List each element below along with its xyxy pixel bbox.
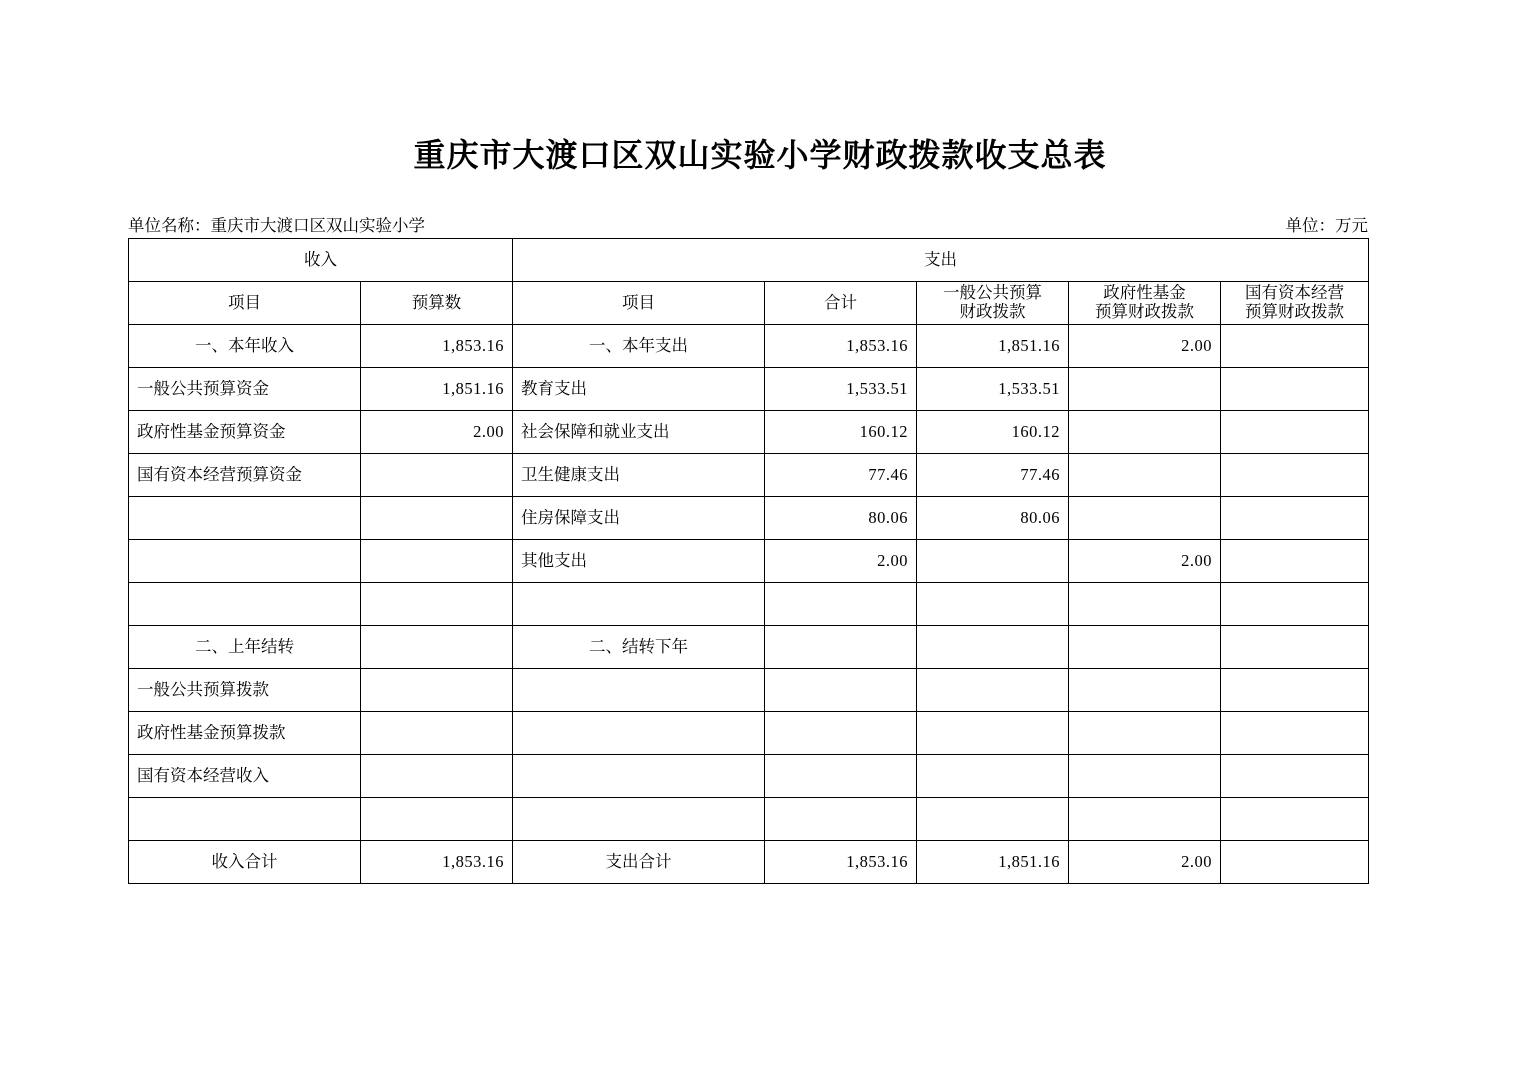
cell-exp-item xyxy=(513,712,765,755)
cell-exp-total: 77.46 xyxy=(765,454,917,497)
col-header-exp-stateowned-line1: 国有资本经营 xyxy=(1245,283,1344,303)
cell-exp-fund xyxy=(1069,626,1221,669)
cell-exp-fund xyxy=(1069,497,1221,540)
cell-exp-general xyxy=(917,626,1069,669)
table-total-row xyxy=(129,841,1369,884)
unit-name-label: 单位名称： xyxy=(128,216,211,235)
cell-exp-item xyxy=(513,583,765,626)
cell-exp-general xyxy=(917,712,1069,755)
cell-income-budget: 1,853.16 xyxy=(361,841,513,884)
cell-income-budget: 1,851.16 xyxy=(361,368,513,411)
cell-income-item: 国有资本经营预算资金 xyxy=(129,454,361,497)
col-header-exp-stateowned-line2: 预算财政拨款 xyxy=(1245,302,1344,321)
cell-income-budget xyxy=(361,583,513,626)
cell-exp-general: 1,851.16 xyxy=(917,841,1069,884)
cell-income-budget xyxy=(361,540,513,583)
cell-exp-stateowned xyxy=(1221,411,1369,454)
cell-income-budget: 1,853.16 xyxy=(361,325,513,368)
cell-income-budget xyxy=(361,497,513,540)
unit-measure: 单位：万元 xyxy=(1285,216,1368,235)
unit-name-value: 重庆市大渡口区双山实验小学 xyxy=(210,216,425,235)
cell-exp-total: 1,853.16 xyxy=(765,325,917,368)
cell-exp-stateowned xyxy=(1221,626,1369,669)
cell-exp-item: 教育支出 xyxy=(513,368,765,411)
budget-table xyxy=(128,238,1369,884)
cell-exp-fund xyxy=(1069,798,1221,841)
cell-exp-fund xyxy=(1069,583,1221,626)
cell-exp-total: 80.06 xyxy=(765,497,917,540)
cell-income-item: 政府性基金预算拨款 xyxy=(129,712,361,755)
cell-exp-item: 一、本年支出 xyxy=(513,325,765,368)
cell-income-item: 国有资本经营收入 xyxy=(129,755,361,798)
cell-exp-stateowned xyxy=(1221,669,1369,712)
col-header-exp-general-line1: 一般公共预算 xyxy=(943,283,1042,303)
col-header-exp-fund-line2: 预算财政拨款 xyxy=(1095,302,1194,321)
col-header-exp-fund-line1: 政府性基金 xyxy=(1103,283,1186,303)
table-row xyxy=(129,583,1369,626)
table-row xyxy=(129,411,1369,454)
cell-income-budget xyxy=(361,712,513,755)
cell-exp-total xyxy=(765,669,917,712)
col-header-exp-fund xyxy=(1069,282,1221,325)
table-row xyxy=(129,712,1369,755)
group-header-expenditure: 支出 xyxy=(513,239,1369,282)
col-header-exp-stateowned xyxy=(1221,282,1369,325)
page-title: 重庆市大渡口区双山实验小学财政拨款收支总表 xyxy=(413,137,1107,173)
cell-exp-total: 2.00 xyxy=(765,540,917,583)
table-row xyxy=(129,368,1369,411)
col-header-income-budget: 预算数 xyxy=(361,282,513,325)
cell-exp-stateowned xyxy=(1221,454,1369,497)
cell-exp-general xyxy=(917,798,1069,841)
cell-exp-stateowned xyxy=(1221,583,1369,626)
cell-income-item xyxy=(129,583,361,626)
table-row xyxy=(129,325,1369,368)
cell-income-item xyxy=(129,540,361,583)
unit-name xyxy=(128,212,425,236)
cell-income-item: 收入合计 xyxy=(129,841,361,884)
cell-exp-fund xyxy=(1069,368,1221,411)
cell-exp-stateowned xyxy=(1221,755,1369,798)
table-row xyxy=(129,669,1369,712)
cell-exp-item xyxy=(513,755,765,798)
cell-exp-total: 160.12 xyxy=(765,411,917,454)
cell-exp-item: 住房保障支出 xyxy=(513,497,765,540)
cell-income-item: 一般公共预算资金 xyxy=(129,368,361,411)
cell-exp-item xyxy=(513,669,765,712)
cell-exp-item: 社会保障和就业支出 xyxy=(513,411,765,454)
cell-exp-fund: 2.00 xyxy=(1069,841,1221,884)
cell-exp-fund: 2.00 xyxy=(1069,540,1221,583)
cell-exp-item: 其他支出 xyxy=(513,540,765,583)
cell-exp-item: 卫生健康支出 xyxy=(513,454,765,497)
cell-income-budget xyxy=(361,626,513,669)
cell-income-item xyxy=(129,497,361,540)
cell-income-item: 二、上年结转 xyxy=(129,626,361,669)
cell-exp-general: 77.46 xyxy=(917,454,1069,497)
cell-exp-item xyxy=(513,798,765,841)
cell-exp-fund xyxy=(1069,755,1221,798)
cell-income-item: 政府性基金预算资金 xyxy=(129,411,361,454)
table-group-header-row xyxy=(129,239,1369,282)
cell-exp-stateowned xyxy=(1221,368,1369,411)
cell-exp-total xyxy=(765,626,917,669)
cell-exp-stateowned xyxy=(1221,540,1369,583)
cell-exp-general xyxy=(917,755,1069,798)
cell-exp-general: 1,851.16 xyxy=(917,325,1069,368)
cell-income-budget: 2.00 xyxy=(361,411,513,454)
cell-exp-stateowned xyxy=(1221,712,1369,755)
table-row xyxy=(129,798,1369,841)
cell-income-item xyxy=(129,798,361,841)
cell-exp-fund xyxy=(1069,454,1221,497)
cell-exp-fund xyxy=(1069,669,1221,712)
group-header-income: 收入 xyxy=(129,239,513,282)
col-header-exp-general-line2: 财政拨款 xyxy=(959,302,1026,321)
cell-exp-fund: 2.00 xyxy=(1069,325,1221,368)
table-column-header-row xyxy=(129,282,1369,325)
cell-income-budget xyxy=(361,798,513,841)
table-row xyxy=(129,626,1369,669)
cell-exp-general xyxy=(917,583,1069,626)
cell-exp-general: 80.06 xyxy=(917,497,1069,540)
cell-exp-stateowned xyxy=(1221,841,1369,884)
cell-exp-stateowned xyxy=(1221,798,1369,841)
cell-income-budget xyxy=(361,669,513,712)
cell-income-item: 一、本年收入 xyxy=(129,325,361,368)
cell-income-budget xyxy=(361,755,513,798)
cell-exp-total: 1,533.51 xyxy=(765,368,917,411)
meta-row xyxy=(128,212,1368,236)
cell-exp-total xyxy=(765,583,917,626)
cell-exp-general: 160.12 xyxy=(917,411,1069,454)
col-header-exp-total: 合计 xyxy=(765,282,917,325)
cell-exp-fund xyxy=(1069,411,1221,454)
cell-exp-total xyxy=(765,798,917,841)
col-header-income-item: 项目 xyxy=(129,282,361,325)
col-header-exp-item: 项目 xyxy=(513,282,765,325)
cell-exp-stateowned xyxy=(1221,497,1369,540)
cell-exp-total: 1,853.16 xyxy=(765,841,917,884)
cell-exp-fund xyxy=(1069,712,1221,755)
cell-exp-general: 1,533.51 xyxy=(917,368,1069,411)
cell-income-budget xyxy=(361,454,513,497)
cell-income-item: 一般公共预算拨款 xyxy=(129,669,361,712)
col-header-exp-general xyxy=(917,282,1069,325)
cell-exp-general xyxy=(917,669,1069,712)
table-row xyxy=(129,454,1369,497)
table-row xyxy=(129,497,1369,540)
table-row xyxy=(129,540,1369,583)
cell-exp-total xyxy=(765,755,917,798)
cell-exp-general xyxy=(917,540,1069,583)
table-row xyxy=(129,755,1369,798)
cell-exp-item: 支出合计 xyxy=(513,841,765,884)
cell-exp-total xyxy=(765,712,917,755)
cell-exp-item: 二、结转下年 xyxy=(513,626,765,669)
cell-exp-stateowned xyxy=(1221,325,1369,368)
